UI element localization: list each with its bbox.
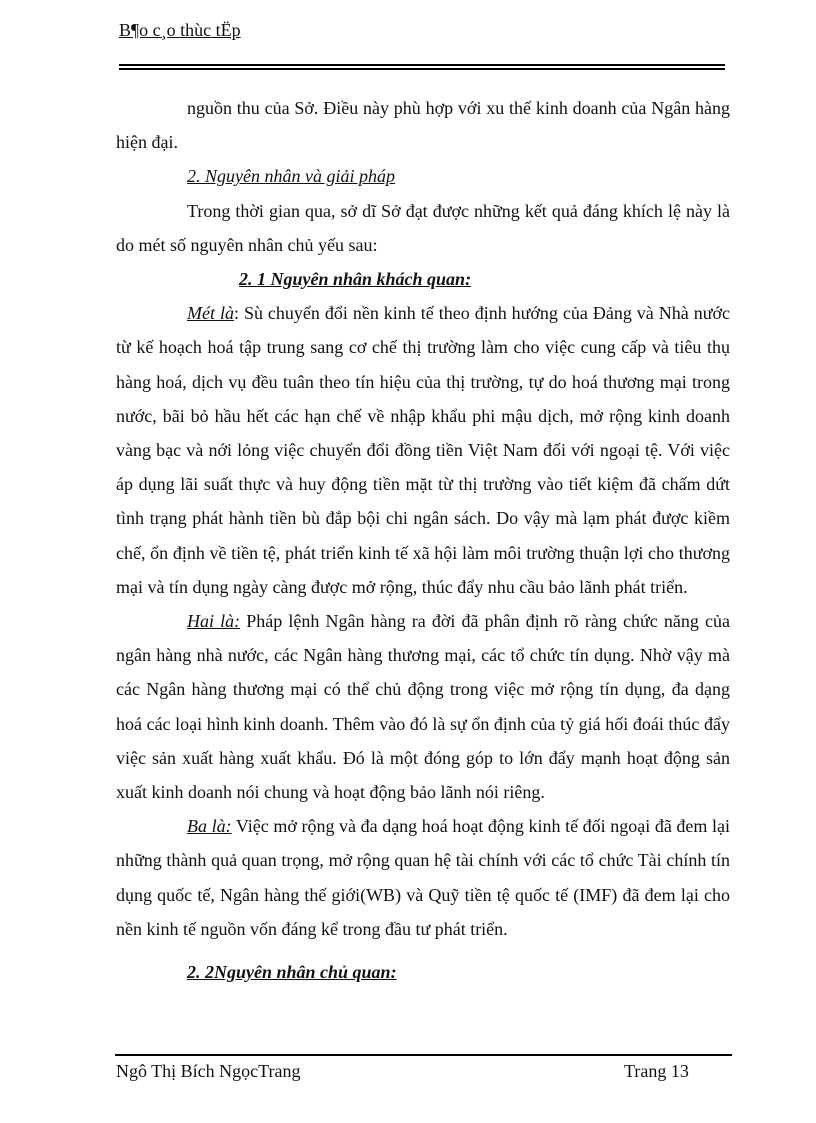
header-rule-thick [119,64,725,66]
label-second: Hai là: [187,611,241,632]
paragraph-second-reason [116,604,730,809]
footer-author: Ngô Thị Bích NgọcTrang [116,1061,301,1081]
paragraph-third-reason [116,809,730,946]
paragraph-intro: nguồn thu của Sở. Điều này phù hợp với xu thế kinh doanh của Ngân hàng hiện đại. [116,98,730,153]
paragraph-causes: Trong thời gian qua, sở dĩ Sở đạt được những kết quả đáng khích lệ này là do mét số nguyên nhân chủ yếu sau: [116,200,730,255]
footer-page-number: Trang 13 [624,1061,689,1081]
header-rule-thin [119,68,725,70]
header-title: B¶o c¸o thùc tËp [119,20,241,40]
text-second: Pháp lệnh Ngân hàng ra đời đã phân định rõ ràng chức năng của ngân hàng nhà nước, các Ngân hàng thương mại, các tổ chức tín dụng. Nhờ vậy mà các Ngân hàng thương mại có thể chủ động trong việc mở rộng tín dụng, đa dạng hoá các loại hình kinh doanh. Thêm vào đó là sự ổn định của tỷ giá hối đoái thúc đẩy việc sản xuất hàng xuất khẩu. Đó là một đóng góp to lớn đẩy mạnh hoạt động sản xuất kinh doanh nói chung và hoạt động bảo lãnh nói riêng. [116,611,730,803]
section-heading-2-2: 2. 2Nguyên nhân chủ quan: [187,962,397,983]
section-heading-2-1: 2. 1 Nguyên nhân khách quan: [239,269,472,290]
paragraph-first-reason [116,296,730,604]
section-heading-2: 2. Nguyên nhân và giải pháp [187,166,395,187]
text-third: Việc mở rộng và đa dạng hoá hoạt động kinh tế đối ngoại đã đem lại những thành quả quan trọng, mở rộng quan hệ tài chính với các tổ chức Tài chính tín dụng quốc tế, Ngân hàng thế giới(WB) và Quỹ tiền tệ quốc tế (IMF) đã đem lại cho nền kinh tế nguồn vốn đáng kể trong đầu tư phát triển. [116,816,730,939]
label-third: Ba là: [187,816,232,837]
footer-rule [115,1054,732,1056]
document-body [116,91,730,989]
text-first: : Sù chuyển đổi nền kinh tế theo định hướng của Đảng và Nhà nước từ kế hoạch hoá tập trung sang cơ chế thị trường làm cho việc cung cấp và tiêu thụ hàng hoá, dịch vụ đều tuân theo tín hiệu của thị trường, tự do hoá thương mại trong nước, bãi bỏ hầu hết các hạn chế về nhập khẩu phi mậu dịch, mở rộng kinh doanh vàng bạc và nới lỏng việc chuyển đổi đồng tiền Việt Nam đối với ngoại tệ. Với việc áp dụng lãi suất thực và huy động tiền mặt từ thị trường vào tiết kiệm đã chấm dứt tình trạng phát hành tiền bù đắp bội chi ngân sách. Do vậy mà lạm phát được kiềm chế, ổn định về tiền tệ, phát triển kinh tế xã hội làm môi trường thuận lợi cho thương mại và tín dụng ngày càng được mở rộng, thúc đẩy nhu cầu bảo lãnh phát triển. [116,303,730,597]
label-first: Mét là [187,303,234,324]
